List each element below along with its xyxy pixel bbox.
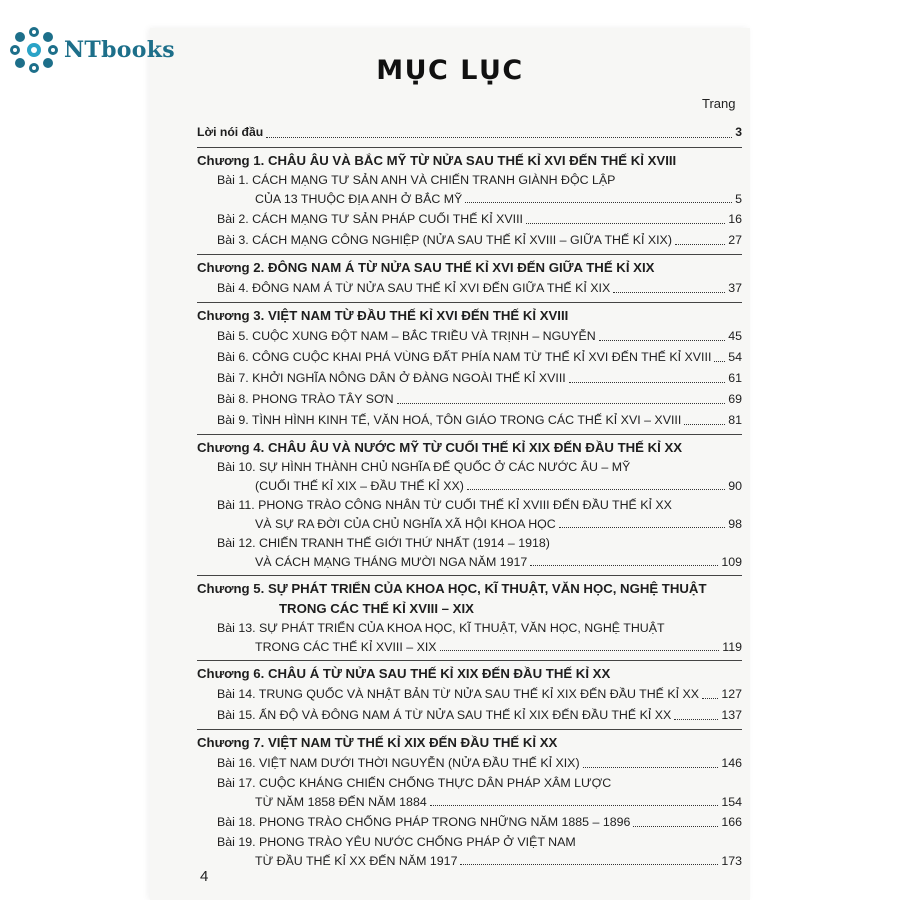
lesson-title: Bài 14. TRUNG QUỐC VÀ NHẬT BẢN TỪ NỬA SAU THẾ KỈ XIX ĐẾN ĐẦU THẾ KỈ XX xyxy=(217,686,700,701)
lesson-entry[interactable] xyxy=(197,705,742,726)
lesson-title: Bài 18. PHONG TRÀO CHỐNG PHÁP TRONG NHỮNG NĂM 1885 – 1896 xyxy=(217,814,631,829)
lesson-title-line2 xyxy=(217,553,742,572)
lesson-entry[interactable] xyxy=(197,347,742,368)
lesson-title: Bài 12. CHIẾN TRANH THẾ GIỚI THỨ NHẤT (1914 – 1918) xyxy=(217,535,550,550)
lesson-title: Bài 17. CUỘC KHÁNG CHIẾN CHỐNG THỰC DÂN PHÁP XÂM LƯỢC xyxy=(217,775,612,790)
dot-leader xyxy=(674,719,718,720)
divider xyxy=(197,147,742,148)
chapter-heading[interactable] xyxy=(197,438,742,458)
lesson-page: 109 xyxy=(721,554,742,569)
dot-leader xyxy=(559,527,725,528)
chapter-title: Chương 7. VIỆT NAM TỪ THẾ KỈ XIX ĐẾN ĐẦU THẾ KỈ XX xyxy=(197,734,558,750)
table-of-contents xyxy=(197,122,742,871)
lesson-entry[interactable] xyxy=(197,753,742,774)
toc-preface-page: 3 xyxy=(735,125,742,139)
dot-leader xyxy=(430,805,719,806)
lesson-entry[interactable] xyxy=(197,458,742,496)
lesson-entry[interactable] xyxy=(197,171,742,209)
chapter-title: Chương 2. ĐÔNG NAM Á TỪ NỬA SAU THẾ KỈ XVI ĐẾN GIỮA THẾ KỈ XIX xyxy=(197,259,655,275)
lesson-entry[interactable] xyxy=(197,534,742,572)
lesson-entry[interactable] xyxy=(197,774,742,812)
chapter-title-continued: TRONG CÁC THẾ KỈ XVIII – XIX xyxy=(279,600,474,616)
lesson-page: 27 xyxy=(728,232,742,247)
dot-leader xyxy=(467,489,725,490)
lesson-title: Bài 6. CÔNG CUỘC KHAI PHÁ VÙNG ĐẤT PHÍA NAM TỪ THẾ KỈ XVI ĐẾN THẾ KỈ XVIII xyxy=(217,349,712,364)
dot-leader xyxy=(702,698,718,699)
chapter-title: Chương 5. SỰ PHÁT TRIỂN CỦA KHOA HỌC, KĨ THUẬT, VĂN HỌC, NGHỆ THUẬT xyxy=(197,580,707,596)
lesson-title: Bài 3. CÁCH MẠNG CÔNG NGHIỆP (NỬA SAU THẾ KỈ XVIII – GIỮA THẾ KỈ XIX) xyxy=(217,232,672,247)
toc-preface[interactable] xyxy=(197,122,742,144)
dot-leader xyxy=(675,244,725,245)
lesson-title: Bài 19. PHONG TRÀO YÊU NƯỚC CHỐNG PHÁP Ở VIỆT NAM xyxy=(217,834,576,849)
chapter-list xyxy=(197,151,742,871)
lesson-entry[interactable] xyxy=(197,619,742,657)
lesson-entry[interactable] xyxy=(197,684,742,705)
lesson-title-line2 xyxy=(217,638,742,657)
divider xyxy=(197,729,742,730)
lesson-entry[interactable] xyxy=(197,496,742,534)
lesson-page: 16 xyxy=(728,211,742,226)
lesson-page: 173 xyxy=(721,853,742,868)
lesson-title: Bài 11. PHONG TRÀO CÔNG NHÂN TỪ CUỐI THẾ KỈ XVIII ĐẾN ĐẦU THẾ KỈ XX xyxy=(217,497,672,512)
lesson-page: 54 xyxy=(728,349,742,364)
dot-leader xyxy=(440,650,720,651)
lesson-title-continued: TRONG CÁC THẾ KỈ XVIII – XIX xyxy=(255,639,437,654)
chapter-title: Chương 4. CHÂU ÂU VÀ NƯỚC MỸ TỪ CUỐI THẾ KỈ XIX ĐẾN ĐẦU THẾ KỈ XX xyxy=(197,439,683,455)
divider xyxy=(197,302,742,303)
divider xyxy=(197,575,742,576)
lesson-title-continued: (CUỐI THẾ KỈ XIX – ĐẦU THẾ KỈ XX) xyxy=(255,478,464,493)
lesson-title-continued: CỦA 13 THUỘC ĐỊA ANH Ở BẮC MỸ xyxy=(255,191,463,206)
dot-leader xyxy=(526,223,725,224)
lesson-title: Bài 16. VIỆT NAM DƯỚI THỜI NGUYỄN (NỬA ĐẦU THẾ KỈ XIX) xyxy=(217,755,580,770)
lesson-entry[interactable] xyxy=(197,326,742,347)
lesson-title: Bài 1. CÁCH MẠNG TƯ SẢN ANH VÀ CHIẾN TRANH GIÀNH ĐỘC LẬP xyxy=(217,172,616,187)
page-number: 4 xyxy=(200,868,209,885)
chapter-title: Chương 1. CHÂU ÂU VÀ BẮC MỸ TỪ NỬA SAU THẾ KỈ XVI ĐẾN THẾ KỈ XVIII xyxy=(197,152,677,168)
chapter-heading[interactable] xyxy=(197,151,742,171)
lesson-page: 5 xyxy=(735,191,742,206)
dot-leader xyxy=(633,826,718,827)
dot-leader xyxy=(613,292,725,293)
lesson-title: Bài 9. TÌNH HÌNH KINH TẾ, VĂN HOÁ, TÔN GIÁO TRONG CÁC THẾ KỈ XVI – XVIII xyxy=(217,412,682,427)
dot-leader xyxy=(599,340,726,341)
divider xyxy=(197,254,742,255)
dot-leader xyxy=(583,767,719,768)
lesson-title: Bài 13. SỰ PHÁT TRIỂN CỦA KHOA HỌC, KĨ THUẬT, VĂN HỌC, NGHỆ THUẬT xyxy=(217,620,665,635)
brand-name: NTbooks xyxy=(64,37,175,63)
dot-leader xyxy=(465,202,732,203)
chapter-heading[interactable] xyxy=(197,664,742,684)
lesson-title: Bài 10. SỰ HÌNH THÀNH CHỦ NGHĨA ĐẾ QUỐC Ở CÁC NƯỚC ÂU – MỸ xyxy=(217,459,631,474)
dot-leader xyxy=(684,424,725,425)
lesson-page: 45 xyxy=(728,328,742,343)
toc-preface-label: Lời nói đầu xyxy=(197,125,264,139)
divider xyxy=(197,660,742,661)
lesson-title: Bài 7. KHỞI NGHĨA NÔNG DÂN Ở ĐÀNG NGOÀI THẾ KỈ XVIII xyxy=(217,370,566,385)
lesson-title: Bài 8. PHONG TRÀO TÂY SƠN xyxy=(217,391,394,406)
dot-leader xyxy=(397,403,726,404)
chapter-heading[interactable] xyxy=(197,258,742,278)
lesson-entry[interactable] xyxy=(197,410,742,431)
chapter-title: Chương 6. CHÂU Á TỪ NỬA SAU THẾ KỈ XIX ĐẾN ĐẦU THẾ KỈ XX xyxy=(197,665,611,681)
chapter-heading[interactable] xyxy=(197,733,742,753)
lesson-title: Bài 4. ĐÔNG NAM Á TỪ NỬA SAU THẾ KỈ XVI ĐẾN GIỮA THẾ KỈ XIX xyxy=(217,280,611,295)
lesson-page: 69 xyxy=(728,391,742,406)
dot-leader xyxy=(714,361,725,362)
lesson-entry[interactable] xyxy=(197,230,742,251)
page-title: MỤC LỤC xyxy=(376,55,524,86)
lesson-page: 119 xyxy=(722,639,742,654)
lesson-page: 37 xyxy=(728,280,742,295)
lesson-title-line2 xyxy=(217,477,742,496)
lesson-page: 127 xyxy=(721,686,742,701)
lesson-entry[interactable] xyxy=(197,209,742,230)
chapter-heading[interactable] xyxy=(197,306,742,326)
lesson-entry[interactable] xyxy=(197,368,742,389)
dot-leader xyxy=(530,565,718,566)
lesson-title-line2 xyxy=(217,793,742,812)
lesson-entry[interactable] xyxy=(197,833,742,871)
lesson-title: Bài 15. ẤN ĐỘ VÀ ĐÔNG NAM Á TỪ NỬA SAU THẾ KỈ XIX ĐẾN ĐẦU THẾ KỈ XX xyxy=(217,707,672,722)
lesson-title-line2 xyxy=(217,190,742,209)
lesson-page: 146 xyxy=(721,755,742,770)
lesson-entry[interactable] xyxy=(197,278,742,299)
lesson-title: Bài 2. CÁCH MẠNG TƯ SẢN PHÁP CUỐI THẾ KỈ XVIII xyxy=(217,211,523,226)
lesson-entry[interactable] xyxy=(197,812,742,833)
dot-leader xyxy=(460,864,718,865)
lesson-title-continued: VÀ SỰ RA ĐỜI CỦA CHỦ NGHĨA XÃ HỘI KHOA HỌC xyxy=(255,516,556,531)
lesson-page: 61 xyxy=(728,370,742,385)
divider xyxy=(197,434,742,435)
lesson-page: 98 xyxy=(728,516,742,531)
dot-leader xyxy=(266,137,732,138)
lesson-title-continued: VÀ CÁCH MẠNG THÁNG MƯỜI NGA NĂM 1917 xyxy=(255,554,528,569)
lesson-title-line2 xyxy=(217,852,742,871)
lesson-page: 90 xyxy=(728,478,742,493)
lesson-page: 81 xyxy=(728,412,742,427)
lesson-title-line2 xyxy=(217,515,742,534)
lesson-page: 137 xyxy=(721,707,742,722)
lesson-page: 166 xyxy=(721,814,742,829)
page-column-label: Trang xyxy=(702,96,736,111)
lesson-entry[interactable] xyxy=(197,389,742,410)
chapter-title: Chương 3. VIỆT NAM TỪ ĐẦU THẾ KỈ XVI ĐẾN THẾ KỈ XVIII xyxy=(197,307,569,323)
dot-leader xyxy=(569,382,725,383)
lesson-title: Bài 5. CUỘC XUNG ĐỘT NAM – BẮC TRIỀU VÀ TRỊNH – NGUYỄN xyxy=(217,328,596,343)
ntbooks-logo-icon xyxy=(8,24,60,76)
lesson-title-continued: TỪ ĐẦU THẾ KỈ XX ĐẾN NĂM 1917 xyxy=(255,853,458,868)
lesson-page: 154 xyxy=(721,794,742,809)
lesson-title-continued: TỪ NĂM 1858 ĐẾN NĂM 1884 xyxy=(255,794,427,809)
chapter-heading[interactable] xyxy=(197,579,742,619)
